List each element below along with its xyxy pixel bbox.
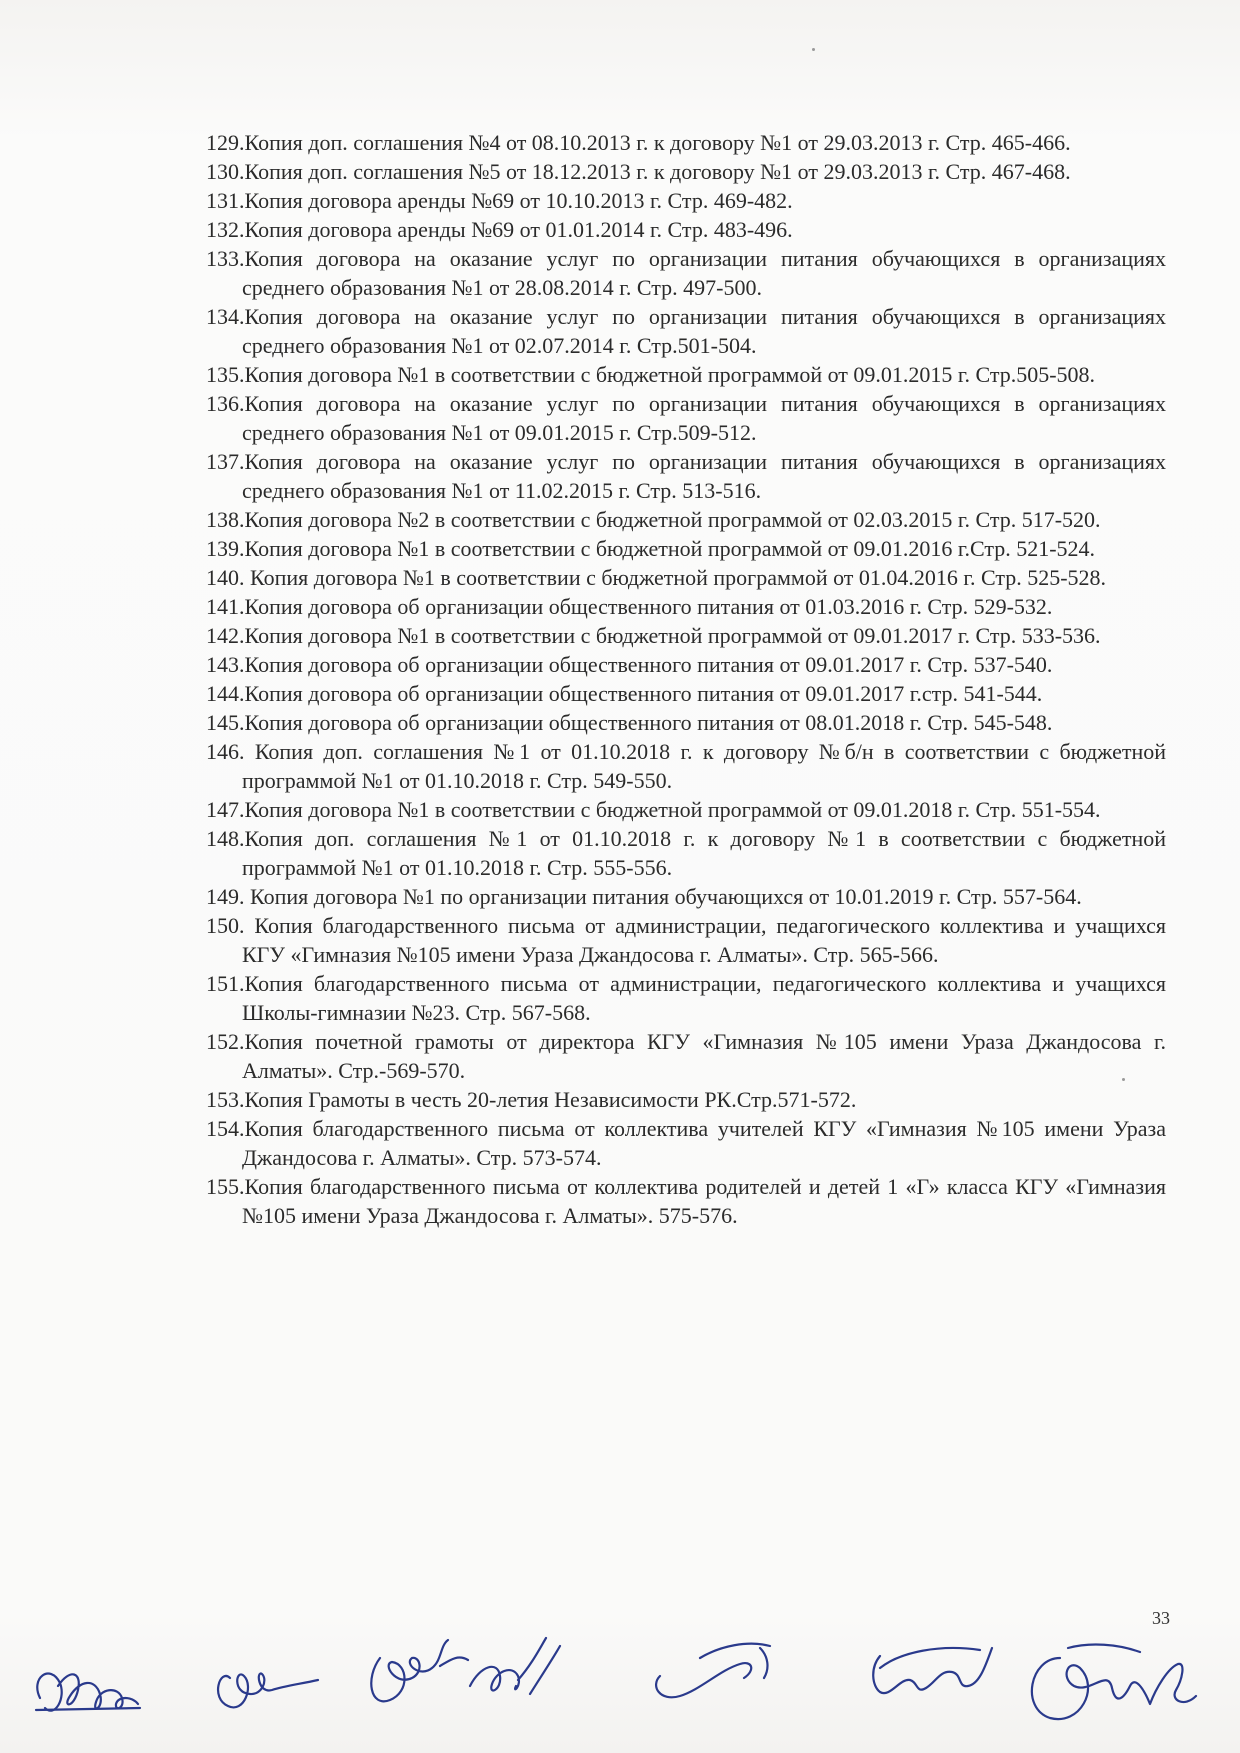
- list-item: [206, 969, 1166, 1027]
- list-item: [206, 244, 1166, 302]
- list-item-text: Копия договора об организации общественного питания от 09.01.2017 г.стр. 541-544.: [244, 681, 1043, 706]
- list-item-text: Копия договора об организации общественного питания от 08.01.2018 г. Стр. 545-548.: [244, 710, 1053, 735]
- list-item: [206, 447, 1166, 505]
- list-item: [206, 911, 1166, 969]
- list-item-number: 135.: [206, 362, 245, 387]
- list-item-text: Копия почетной грамоты от директора КГУ «Гимназия №105 имени Ураза Джандосова г. Алматы». Стр.-569-570.: [242, 1029, 1166, 1083]
- list-item: [206, 824, 1166, 882]
- list-item-number: 149.: [206, 884, 245, 909]
- handwritten-signatures: [0, 1568, 1240, 1753]
- list-item: [206, 592, 1166, 621]
- list-item-text: Копия договора аренды №69 от 10.10.2013 г. Стр. 469-482.: [244, 188, 793, 213]
- list-item-number: 144.: [206, 681, 245, 706]
- list-item: [206, 621, 1166, 650]
- list-item: [206, 679, 1166, 708]
- list-item-text: Копия договора на оказание услуг по организации питания обучающихся в организациях среднего образования №1 от 11.02.2015 г. Стр. 513-516.: [242, 449, 1166, 503]
- list-item-text: Копия доп. соглашения №5 от 18.12.2013 г. к договору №1 от 29.03.2013 г. Стр. 467-468.: [244, 159, 1071, 184]
- list-item-number: 146.: [206, 739, 245, 764]
- list-item-number: 152.: [206, 1029, 245, 1054]
- list-item-number: 154.: [206, 1116, 245, 1141]
- list-item: [206, 215, 1166, 244]
- list-item-number: 148.: [206, 826, 245, 851]
- list-item: [206, 650, 1166, 679]
- list-item: [206, 302, 1166, 360]
- list-item-text: Копия благодарственного письма от коллектива учителей КГУ «Гимназия №105 имени Ураза Джандосова г. Алматы». Стр. 573-574.: [242, 1116, 1166, 1170]
- list-item: [206, 505, 1166, 534]
- list-item: [206, 128, 1166, 157]
- list-item-number: 134.: [206, 304, 245, 329]
- list-item-text: Копия благодарственного письма от коллектива родителей и детей 1 «Г» класса КГУ «Гимназия №105 имени Ураза Джандосова г. Алматы». 575-576.: [242, 1174, 1166, 1228]
- list-item: [206, 157, 1166, 186]
- list-item-number: 151.: [206, 971, 245, 996]
- list-item-text: Копия договора на оказание услуг по организации питания обучающихся в организациях среднего образования №1 от 09.01.2015 г. Стр.509-512.: [242, 391, 1166, 445]
- list-item: [206, 1085, 1166, 1114]
- list-item-number: 155.: [206, 1174, 245, 1199]
- list-item-text: Копия договора №2 в соответствии с бюджетной программой от 02.03.2015 г. Стр. 517-520.: [244, 507, 1101, 532]
- list-item-number: 136.: [206, 391, 245, 416]
- list-item-text: Копия договора об организации общественного питания от 01.03.2016 г. Стр. 529-532.: [244, 594, 1053, 619]
- list-item-number: 153.: [206, 1087, 245, 1112]
- list-item: [206, 534, 1166, 563]
- list-item-number: 132.: [206, 217, 245, 242]
- list-item-text: Копия доп. соглашения №1 от 01.10.2018 г. к договору №1 в соответствии с бюджетной программой №1 от 01.10.2018 г. Стр. 555-556.: [242, 826, 1166, 880]
- list-item: [206, 795, 1166, 824]
- list-item: [206, 186, 1166, 215]
- page-number: 33: [1152, 1608, 1170, 1628]
- list-item: [206, 1172, 1166, 1230]
- list-item-number: 150.: [206, 913, 245, 938]
- list-item-number: 137.: [206, 449, 245, 474]
- list-item-text: Копия договора №1 в соответствии с бюджетной программой от 09.01.2015 г. Стр.505-508.: [244, 362, 1096, 387]
- list-item-number: 133.: [206, 246, 245, 271]
- list-item: [206, 708, 1166, 737]
- list-item-number: 142.: [206, 623, 245, 648]
- list-item-number: 138.: [206, 507, 245, 532]
- signatures-area: [0, 1568, 1240, 1753]
- list-item-text: Копия договора на оказание услуг по организации питания обучающихся в организациях среднего образования №1 от 02.07.2014 г. Стр.501-504.: [242, 304, 1166, 358]
- list-item-text: Копия договора об организации общественного питания от 09.01.2017 г. Стр. 537-540.: [244, 652, 1053, 677]
- list-item-text: Копия благодарственного письма от администрации, педагогического коллектива и учащихся КГУ «Гимназия №105 имени Ураза Джандосова г. Алматы». Стр. 565-566.: [242, 913, 1166, 967]
- list-item: [206, 737, 1166, 795]
- list-item-text: Копия договора №1 в соответствии с бюджетной программой от 01.04.2016 г. Стр. 525-528.: [244, 565, 1107, 590]
- list-item-text: Копия договора №1 в соответствии с бюджетной программой от 09.01.2016 г.Стр. 521-524.: [244, 536, 1096, 561]
- list-item-text: Копия благодарственного письма от администрации, педагогического коллектива и учащихся Школы-гимназии №23. Стр. 567-568.: [242, 971, 1166, 1025]
- list-item-number: 143.: [206, 652, 245, 677]
- list-item: [206, 563, 1166, 592]
- list-item-text: Копия договора аренды №69 от 01.01.2014 г. Стр. 483-496.: [244, 217, 793, 242]
- list-item: [206, 389, 1166, 447]
- list-item-number: 129.: [206, 130, 245, 155]
- list-item-text: Копия договора №1 в соответствии с бюджетной программой от 09.01.2018 г. Стр. 551-554.: [244, 797, 1101, 822]
- list-item-text: Копия доп. соглашения №4 от 08.10.2013 г. к договору №1 от 29.03.2013 г. Стр. 465-466.: [244, 130, 1071, 155]
- list-item-text: Копия договора №1 по организации питания обучающихся от 10.01.2019 г. Стр. 557-564.: [244, 884, 1082, 909]
- list-item: [206, 1027, 1166, 1085]
- list-item-number: 141.: [206, 594, 245, 619]
- list-item: [206, 1114, 1166, 1172]
- list-item: [206, 360, 1166, 389]
- list-item-number: 131.: [206, 188, 245, 213]
- list-item-number: 130.: [206, 159, 245, 184]
- list-item-text: Копия договора №1 в соответствии с бюджетной программой от 09.01.2017 г. Стр. 533-536.: [244, 623, 1101, 648]
- list-item-number: 140.: [206, 565, 245, 590]
- list-item-text: Копия доп. соглашения №1 от 01.10.2018 г. к договору №б/н в соответствии с бюджетной программой №1 от 01.10.2018 г. Стр. 549-550.: [242, 739, 1166, 793]
- document-list: [206, 128, 1166, 1230]
- list-item-text: Копия договора на оказание услуг по организации питания обучающихся в организациях среднего образования №1 от 28.08.2014 г. Стр. 497-500.: [242, 246, 1166, 300]
- list-item-number: 145.: [206, 710, 245, 735]
- list-item-text: Копия Грамоты в честь 20-летия Независимости РК.Стр.571-572.: [244, 1087, 857, 1112]
- scan-speck: [812, 48, 815, 51]
- list-item-number: 139.: [206, 536, 245, 561]
- list-item: [206, 882, 1166, 911]
- list-item-number: 147.: [206, 797, 245, 822]
- scan-speck: [1122, 1078, 1125, 1081]
